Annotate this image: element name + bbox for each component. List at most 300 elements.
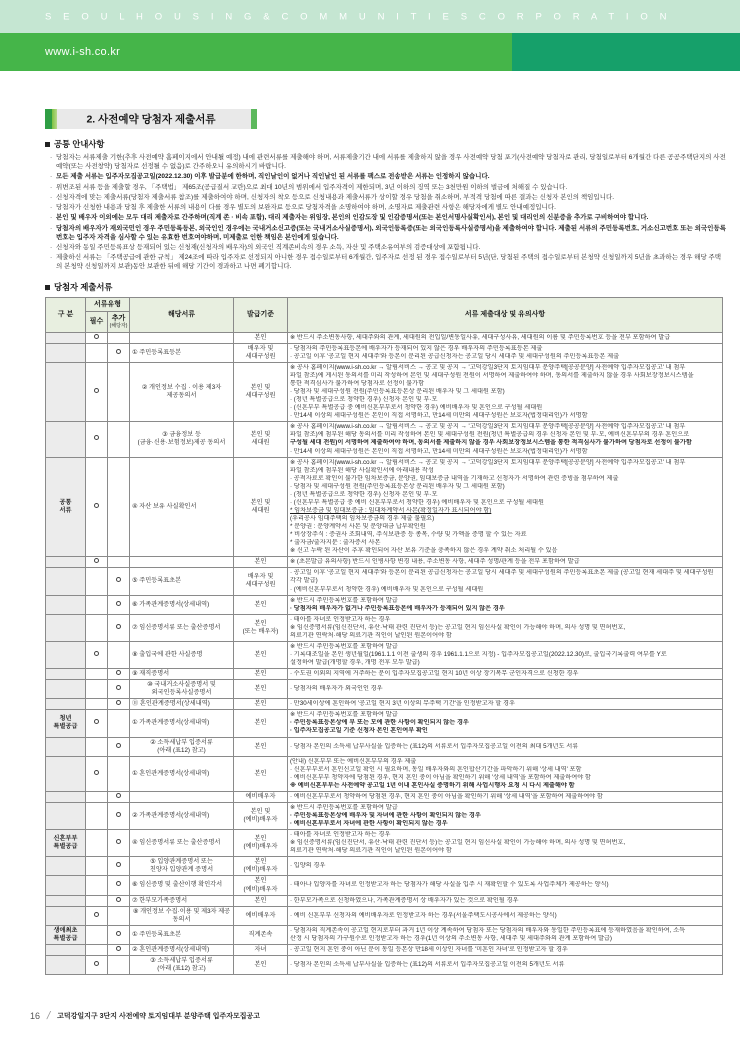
common-notice-heading-label: 공통 안내사항 [54,139,105,149]
row-additional-marker [108,557,130,568]
circle-marker-icon [116,881,121,886]
circle-marker-icon [116,624,121,629]
circle-marker-icon [94,435,99,440]
notice-bullet-icon: · [50,173,53,181]
row-additional-marker [108,944,130,955]
row-group-cell [46,857,86,876]
table-row [46,895,723,906]
col-issuer: 발급기준 [234,298,288,333]
row-document-name: ⑩ 국내거소사실증명서 및 외국인등록사실증명서 [130,680,234,699]
row-detail [288,422,723,457]
submission-table-heading [45,281,740,293]
row-issuer: 본인 및 (예비)배우자 [234,802,288,829]
detail-line: · (청년 특별공급으로 청약한 경우) 신청자 본인 및 부·모 [290,490,438,498]
col-group: 구 분 [46,298,86,333]
detail-line: 산정 시 당첨자의 가구원수로 인정받고자 하는 경우(1년 이상의 주소변동 사항, 세대주 및 세대주와의 관계 포함하여 발급) [290,934,612,942]
row-required-marker [86,857,108,876]
table-row [46,557,723,568]
table-row [46,737,723,756]
table-row [46,362,723,421]
row-group-cell [46,422,86,457]
row-group-cell [46,641,86,668]
header-url-left-block [0,33,512,71]
circle-marker-icon [116,601,121,606]
table-row [46,802,723,829]
detail-line: · 신혼부부로서 혼인신고일 확인 시 필요하며, 동일 배우자와의 혼인합산기간을 파악하기 위해 '상세 내역' 포함 [290,765,582,773]
row-group-cell [46,669,86,680]
detail-line: * 임차보증금 및 임대보증금 : 임대차계약서 사본(확정일자가 표시되어야 함) [290,506,492,514]
notice-bullet-icon: · [50,243,53,251]
row-issuer: 본인 [234,756,288,791]
detail-line: * 비상장주식 : 증권사 조회내역, 주식보관증 등 종목, 수량 및 가액을 증명 할 수 있는 자료 [290,531,527,539]
row-detail [288,906,723,925]
circle-marker-icon [116,897,121,902]
row-additional-marker [108,641,130,668]
row-required-marker [86,756,108,791]
detail-line: 통한 적격심사가 불가하여 당첨자로 선정이 불가함 [290,380,425,387]
row-document-name: ① 혼인관계증명서(상세내역) [130,756,234,791]
row-required-marker [86,895,108,906]
detail-line: ※ (초본발급 유의사항) 반드시 인병사항 변경 내용, 주소변동 사항, 세대주 성명/관계 등을 전부 포함하여 발급 [290,558,580,566]
detail-line: · 당첨자 본인의 소득세 납부사실을 입증하는 (표12)의 서류로서 입주자모집공고일 이전의 최대 5개년도 서류 [290,742,579,750]
row-additional-marker [108,830,130,857]
row-detail [288,595,723,614]
detail-line: · 태아를 자녀로 인정받고자 하는 경우 [290,615,391,623]
col-additional [108,312,130,333]
notice-item [50,225,726,243]
table-row [46,710,723,737]
row-detail [288,737,723,756]
row-document-name: ① 주민등록표초본 [130,925,234,944]
row-document-name: ③ 금융정보 등 (금융·신용·보험정보)제공 동의서 [130,422,234,457]
row-group-cell [46,680,86,699]
row-additional-marker [108,906,130,925]
header-url-band [0,33,740,71]
notice-bullet-icon: · [50,224,53,232]
row-required-marker [86,557,108,568]
detail-line: · 만30세이상에 혼인하여 '공고일 현지 3년 이상의 무주택 기간'을 인정받고자 할 경우 [290,700,515,708]
page-number: 16 [30,1011,41,1021]
accent-bar-right-icon [251,109,257,129]
row-detail [288,457,723,557]
detail-line: ※ 반드시 주소변동사항, 세대주와의 관계, 세대원의 전입일/변동일사유, 세대구성사유, 세대원의 이름 및 주민등록번호 등을 전부 포함하여 발급 [290,333,671,341]
detail-line: ※ 공사 홈페이지(www.i-sh.co.kr → 알림서비스 → 공고 및 공지 → '고덕강일3단지 토지임대부 분양주택[공공분양] 사전예약 입주자모집공고' 내 첨부 [290,363,686,371]
circle-marker-icon [94,770,99,775]
detail-line: 의료기관 연락처·해당 의료기관 직인이 날인된 원본이어야 함 [290,631,452,639]
row-detail [288,955,723,974]
section-title-bar [45,109,257,129]
row-additional-marker [108,680,130,699]
detail-line: ※ 임신증명서류(임신진단서, 유산·낙태 관련 진단서 등)는 공고일 현지 임신사실 확인이 가능해야 하며, 의사 성명 및 면허번호, [290,623,626,631]
row-issuer: 본인 (예비)배우자 [234,876,288,895]
notice-item-text: 위변조된 서류 등을 제출할 경우, 「주택법」 제65조(공급질서 교란)으로 최대 10년의 범위에서 입주자격이 제한되며, 3년 이하의 징역 또는 3천만원 이하의 벌금에 처해질 수 있습니다. [56,183,568,191]
footer-title: 고덕강일지구 3단지 사전예약 토지임대부 분양주택 입주자모집공고 [57,1013,261,1020]
detail-line: (우리공사 임대주택의 임차보증금의 경우 제출 불필요) [290,515,435,522]
row-additional-marker [108,857,130,876]
row-document-name: ⑤ 주민등록표초본 [130,568,234,595]
row-issuer: 직계존속 [234,925,288,944]
page-title: 2. 사전예약 당첨자 제출서류 [86,113,216,126]
row-additional-marker [108,876,130,895]
detail-line: · (예비신혼부부로서 청약한 경우) 예비배우자 및 혼인으로 구성될 세대원 [290,585,484,593]
circle-marker-icon [94,961,99,966]
col-doc-type: 서류유형 [86,298,130,312]
notice-bullet-icon: · [50,254,53,262]
row-group-cell [46,876,86,895]
circle-marker-icon [116,685,121,690]
row-required-marker [86,791,108,802]
row-group-cell [46,332,86,343]
row-additional-marker [108,710,130,737]
row-required-marker [86,906,108,925]
row-issuer: 본인 및 세대원 [234,457,288,557]
common-notice-heading [45,138,740,150]
row-issuer: 본인 [234,699,288,710]
row-issuer: 본인 [234,557,288,568]
circle-marker-icon [116,812,121,817]
row-required-marker [86,802,108,829]
row-required-marker [86,955,108,974]
detail-line: 파일 참조)에 첨부된 해당 사실확인서에 아래내용 작성 [290,466,434,474]
circle-marker-icon [116,946,121,951]
row-required-marker [86,343,108,362]
row-additional-marker [108,343,130,362]
col-additional-sublabel: (해당자) [109,323,128,330]
row-issuer: 예비배우자 [234,906,288,925]
detail-line: 의료기관 연락처·해당 의료기관 직인이 날인된 원본이어야 함 [290,847,452,855]
row-required-marker [86,925,108,944]
row-group-cell [46,955,86,974]
row-additional-marker [108,791,130,802]
row-document-name: ⑧ 출입국에 관한 사실증명 [130,641,234,668]
detail-line: · 예비신혼부부로서 자녀에 관한 사항이 확인되지 않는 경우 [290,820,448,828]
table-row [46,944,723,955]
row-required-marker [86,699,108,710]
detail-line: · 예비신혼부부 청약자에 당첨된 경우, 현지 혼인 중이 아님을 확인하기 위해 '상세 내역'을 포함하여 제출하여야 함 [290,773,591,781]
row-issuer: 본인 (예비)배우자 [234,857,288,876]
detail-line: ※ 공사 홈페이지(www.i-sh.co.kr → 알림서비스 → 공고 및 공지 → '고덕강일3단지 토지임대부 분양주택[공공분양] 사전예약 입주자모집공고' 내 첨부 [290,423,686,431]
circle-marker-icon [94,503,99,508]
notice-item-text: 신청자격에 맞는 제출서류(당첨자 제출서류 참조)를 제출하여야 하며, 신청자의 착오 등으로 신청내용과 제출서류가 상이할 경우 당첨을 취소하며, 부적격 당첨에 따른 결과는 신청자 본인의 책임입니다. [56,193,615,201]
detail-line: · (청년 특별공급으로 청약한 경우) 신청자 본인 및 부·모 [290,396,438,404]
table-row [46,876,723,895]
row-issuer: 본인 [234,641,288,668]
col-detail: 서류 제출대상 및 유의사항 [288,298,723,333]
notice-item-text: 당첨자의 배우자가 재외국민인 경우 주민등록등본, 외국인인 경우에는 국내거소신고증(또는 국내거소사실증명서), 외국인등록증(또는 외국인등록사실증명서)을 제출하여야 합니다. 제출된 서류의 주민등록번호, 거소신고번호 또는 외국인등록번호는 입주자 자격을 심사할 수 있는 유효한 번호여야하며, 미제출로 인한 책임은 본인에게 있습니다. [56,224,727,241]
row-required-marker [86,457,108,557]
row-document-name [130,557,234,568]
detail-line: · 당첨자 및 세대구성원 전원(주민등록표등본상 분리된 배우자 및 그 세대원 포함) [290,388,505,396]
notice-item [50,214,726,223]
circle-marker-icon [116,793,121,798]
row-additional-marker [108,614,130,641]
row-detail [288,343,723,362]
table-row [46,830,723,857]
row-detail [288,895,723,906]
row-document-name: ⑥ 임신증명 및 출산이행 확인각서 [130,876,234,895]
bullet-square-icon [45,142,50,147]
detail-line: ※ 반드시 주민등록번호를 포함하여 발급 [290,642,398,650]
row-detail [288,802,723,829]
notice-item-text: 당첨자는 서류제출 기한(추후 사전예약 홈페이지에서 안내될 예정) 내에 관련서류를 제출해야 하며, 서류제출기간 내에 서류를 제출하지 않을 경우 사전예약 당첨 포기(사전예약 당첨자로 관리, 당첨일로부터 6개월간 다른 공공주택단지의 사전예약(또는 사전창약) 당첨자로 선정될 수 없음)로 간주하오니 유의하시기 바랍니다. [56,154,726,170]
table-row [46,955,723,974]
notice-bullet-icon: · [50,204,53,212]
notice-bullet-icon: · [50,214,53,222]
row-document-name: ② 소득세납부 입증서류 (아래 (표12) 참고) [130,737,234,756]
row-issuer: 본인 [234,737,288,756]
header-corporation-band [0,0,740,33]
circle-marker-icon [116,931,121,936]
notice-bullet-icon: · [50,183,53,191]
row-detail [288,756,723,791]
detail-line: · (신혼부부 특별공급 중 예비 신혼부부로서 청약한 경우) 예비배우자 및 혼인으로 구성될 세대원 [290,498,544,506]
row-document-name: ① 가족관계증명서(상세내역) [130,710,234,737]
row-required-marker [86,669,108,680]
detail-line: · 예비 신혼부부 신청자의 예비배우자로 인정받고자 하는 경우(서울주택도시공사에서 제공하는 양식) [290,911,557,919]
detail-line: · 만14세 이상의 세대구성원은 본인이 직접 서명하고, 만14세 미만의 세대구성원은 보호자(법정대리인)가 서명함 [290,447,588,455]
row-detail [288,791,723,802]
circle-marker-icon [116,670,121,675]
circle-marker-icon [94,334,99,339]
table-row [46,669,723,680]
detail-line: ※ 예비신혼부부는 사전예약 공고일 1년 이내 혼인사실 증명하기 위해 사업시행자 요청 시 다시 제출해야 함 [290,781,575,789]
row-document-name: ⑦ 한부모가족증명서 [130,895,234,906]
col-additional-label: 추가 [111,315,126,323]
detail-line: 각각 발급) [290,577,318,585]
detail-line: · 당첨자의 직계존속이 공고일 현지로부터 과거 1년 이상 계속하여 당첨자 또는 당첨자의 배우자와 동일한 주민등록표에 등재하였음을 확인하여, 소득 [290,926,686,934]
table-row [46,925,723,944]
table-row [46,680,723,699]
row-required-marker [86,737,108,756]
row-required-marker [86,568,108,595]
row-detail [288,925,723,944]
detail-line: · 한부모가족으로 신청하였으나, 가족관계증명서 상 배우자가 있는 것으로 확인될 경우 [290,896,519,904]
detail-line: ※ 반드시 주민등록번호를 포함하여 발급 [290,596,398,604]
circle-marker-icon [116,862,121,867]
header-url-right-block [512,33,740,71]
row-group-cell [46,756,86,791]
detail-line: 파일 참조)에 게시된 동의서를 미리 작성하여 본인 및 세대구성원 전원이 서명하여 제출하여야 하며, 동의서를 제출하지 않을 경우 사회보장정보시스템을 [290,371,694,379]
row-group-cell [46,614,86,641]
detail-line: · 예비신혼부부로서 청약하여 당첨된 경우, 현지 혼인 중이 아님을 확인하기 위해 '상세 내역'을 포함하여 제출하여야 함 [290,792,603,800]
notice-bullet-icon: · [50,154,53,161]
row-document-name: ⑨ 재직증명서 [130,669,234,680]
circle-marker-icon [116,349,121,354]
row-document-name: ⑦ 임신증명서류 또는 출산증명서 [130,614,234,641]
row-issuer: 자녀 [234,944,288,955]
detail-line: · (신혼부부 특별공급 중 예비신혼부부로서 청약한 경우) 예비배우자 및 혼인으로 구성될 세대원 [290,404,543,412]
row-issuer: 본인 [234,680,288,699]
detail-line: · 수도권 이외의 지역에 거주하는 분이 입주자모집공고일 현지 10년 이상 장기복무 군인자격으로 신청한 경우 [290,670,579,678]
detail-line: ※ 임신증명서류(임신진단서, 유산·낙태 관련 진단서 등)는 공고일 현지 임신사실 확인이 가능해야 하며, 의사 성명 및 면허번호, [290,839,626,847]
detail-line: · 당첨자 본인의 소득세 납부사실을 입증하는 (표12)의 서류로서 입주자모집공고일 이전의 5개년도 서류 [290,960,565,968]
notice-item [50,244,726,253]
detail-line: · 주민등록표등본상에 부 또는 모에 관한 사항이 확인되지 않는 경우 [290,719,469,727]
row-document-name: ⑪ 혼인관계증명서(상세내역) [130,699,234,710]
notice-item [50,184,726,193]
row-detail [288,614,723,641]
detail-line: · 당첨자 및 세대구성원 전원(주민등록표등본상 분리된 배우자 및 그 세대원 포함) [290,482,505,490]
row-additional-marker [108,568,130,595]
detail-line: * 출자금/출자지분 : 출자증서 사본 [290,539,381,547]
notice-item-text: 제출하신 서류는 「주택공급에 관한 규칙」 제24조에 따라 입주자로 선정되지 아니한 경우 접수일로부터 6개월간, 입주자로 선정 된 경우 접수일로부터 5년(단, 당첨된 주택의 접수일로부터 본청약 신청일까지 5년을 초과하는 경우 해당 주택의 본청약 신청일까지 보관)동안 보관한 뒤에 해당 기간이 경과하고 나면 폐기합니다. [56,254,722,271]
row-detail [288,332,723,343]
row-detail [288,641,723,668]
row-document-name: ⑧ 개인정보 수집·이용 및 제3자 제공 동의서 [130,906,234,925]
detail-line: 구성될 세대 전원)이 서명하여 제출하여야 하며, 동의서를 제출하지 않을 경우 사회보장정보시스템을 통한 적격심사가 불가하여 당첨자로 선정이 불가함 [290,439,692,447]
row-detail [288,699,723,710]
detail-line: · 태아나 입양자를 자녀로 인정받고자 하는 당첨자가 해당 사실을 입주 시 재확인할 수 있도록 사업주체가 제공하는 양식) [290,881,609,889]
detail-line: · 주민등록표등본상에 배우자 및 자녀에 관한 사항이 확인되지 않는 경우 [290,812,481,819]
circle-marker-icon [94,558,99,563]
row-group-cell [46,802,86,829]
row-additional-marker [108,699,130,710]
row-group-cell [46,895,86,906]
circle-marker-icon [94,719,99,724]
notice-bullet-icon: · [50,193,53,201]
row-issuer: 본인 [234,895,288,906]
bullet-square-icon [45,285,50,290]
row-issuer: 본인 [234,955,288,974]
notice-item [50,194,726,203]
row-additional-marker [108,362,130,421]
detail-line: ※ 공사 홈페이지(www.i-sh.co.kr → 알림서비스 → 공고 및 공지 → '고덕강일3단지 토지임대부 분양주택[공공분양] 사전예약 입주자모집공고' 내 첨부 [290,458,686,466]
table-head-row-1 [46,298,723,312]
detail-line: * 분양권 : 분양계약서 사본 및 분양대금 납부확인원 [290,523,426,531]
row-issuer: 배우자 및 세대구성원 [234,343,288,362]
row-group-cell [46,737,86,756]
row-required-marker [86,614,108,641]
detail-line: (안내) 신혼부부 또는 예비신혼부부의 경우 제출 [290,757,417,765]
table-row [46,756,723,791]
row-additional-marker [108,457,130,557]
detail-line: · 입양의 경우 [290,862,326,870]
notice-item [50,154,726,172]
detail-line: ※ 신고 누락 된 자산이 추후 확인되어 자산 보유 기준을 충족하지 않은 경우 계약 취소 처리될 수 있음 [290,547,558,555]
row-issuer: 예비배우자 [234,791,288,802]
row-additional-marker [108,332,130,343]
row-required-marker [86,595,108,614]
website-url: www.i-sh.co.kr [45,46,121,58]
submission-table-wrap [45,297,723,975]
detail-line: · 공고일 이후 '공고일 현지 세대주'와 등본이 분리된 공급신청자는 공고일 당시 세대주 및 세대구성원의 주민등록표초본 제출 (공고일 현재 세대주 및 세대구성원 [290,569,714,577]
row-required-marker [86,876,108,895]
row-detail [288,830,723,857]
row-detail [288,557,723,568]
row-group-cell [46,362,86,421]
row-group-cell: 공통 서류 [46,457,86,557]
notice-item-text: 모든 제출 서류는 입주자모집공고일(2022.12.30) 이후 발급분에 한하며, 직인날인이 없거나 직인날인 된 서류를 팩스로 전송받은 서류는 인정하지 않습니다. [56,173,490,181]
row-detail [288,669,723,680]
detail-line: · 당첨자의 배우자가 외국인인 경우 [290,685,383,693]
notice-item [50,173,726,182]
notice-item [50,254,726,272]
row-required-marker [86,332,108,343]
accent-bar-gradient-icon [52,109,57,129]
table-row [46,641,723,668]
detail-line: ※ 반드시 주민등록번호를 포함하여 발급 [290,803,398,811]
row-additional-marker [108,669,130,680]
table-row [46,568,723,595]
accent-bar-dark-icon [45,109,52,129]
detail-line: · 공고일 현지 혼인 중이 아닌 분이 동일 등본상 만18세 이상인 자녀를 '미혼인 자녀'로 인정받고자 할 경우 [290,945,568,953]
submission-table-heading-label: 당첨자 제출서류 [54,282,113,292]
row-group-cell [46,343,86,362]
row-additional-marker [108,925,130,944]
circle-marker-icon [116,743,121,748]
row-required-marker [86,422,108,457]
row-group-cell: 신혼부부 특별공급 [46,830,86,857]
notice-item [50,204,726,213]
detail-line: 설정하여 발급(개명할 경우, 개명 전후 모두 발급) [290,659,420,666]
row-additional-marker [108,422,130,457]
row-issuer: 배우자 및 세대구성원 [234,568,288,595]
row-required-marker [86,830,108,857]
notice-item-text: 당첨자가 신청한 내용과 당첨 후 제출한 서류의 내용이 다를 경우 별도의 보완자료 등으로 당첨자격을 소명하여야 하며, 소명자료 제출관련 사항은 해당자에게 별도 안내예정입니다. [56,204,556,212]
row-group-cell: 생애최초 특별공급 [46,925,86,944]
table-row [46,332,723,343]
row-document-name [130,791,234,802]
col-doc-name: 해당서류 [130,298,234,333]
col-required: 필수 [86,312,108,333]
row-additional-marker [108,756,130,791]
circle-marker-icon [116,577,121,582]
detail-line: · 당첨자의 배우자가 없거나 주민등록표등본에 배우자가 등재되어 있지 않은 경우 [290,604,505,612]
detail-line: · 기록대조일을 본인 생년월일(1961.1.1 이전 출생의 경우 1961.1.1으로 지정) - 입주자모집공고일(2022.12.30)로, 출입국기록출력 여부를 Y로 [290,650,667,658]
row-required-marker [86,710,108,737]
footer-divider-icon: / [45,1010,52,1022]
table-row [46,343,723,362]
row-document-name: ⑤ 입양관계증명서 또는 친양자 입양관계 증명서 [130,857,234,876]
page-footer [0,1010,740,1022]
row-group-cell [46,557,86,568]
row-issuer: 본인 [234,595,288,614]
table-row [46,614,723,641]
row-group-cell [46,791,86,802]
row-issuer: 본인 (예비)배우자 [234,830,288,857]
detail-line: · 입주자모집공고일 기준 신청자 본인 혼인여부 확인 [290,727,428,735]
common-notice-list [50,154,726,272]
detail-line: 파일 참조)에 첨부된 해당 동의서를 미리 작성하여 본인 및 세대구성원 전원(청년 특별공급의 경우 신청자 본인 및 부·모, 예비신혼부부의 경우 혼인으로 [290,431,690,439]
row-document-name: ④ 임신증명서류 또는 출산증명서 [130,830,234,857]
circle-marker-icon [94,388,99,393]
row-group-cell: 청년 특별공급 [46,710,86,737]
row-detail [288,710,723,737]
row-group-cell [46,699,86,710]
circle-marker-icon [116,700,121,705]
row-detail [288,680,723,699]
submission-documents-table [45,297,723,975]
row-document-name: ② 가족관계증명서(상세내역) [130,802,234,829]
detail-line: · 태아를 자녀로 인정받고자 하는 경우 [290,831,391,839]
row-issuer: 본인 및 세대구성원 [234,362,288,421]
row-additional-marker [108,955,130,974]
row-document-name [130,332,234,343]
row-document-name: ② 혼인관계증명서(상세내역) [130,944,234,955]
row-issuer: 본인 [234,332,288,343]
table-row [46,857,723,876]
row-document-name: ④ 자산 보유 사실확인서 [130,457,234,557]
row-issuer: 본인 [234,710,288,737]
row-additional-marker [108,895,130,906]
detail-line: · 만14세 이상의 세대구성원은 본인이 직접 서명하고, 만14세 미만의 세대구성원은 보호자(법정대리인)가 서명함 [290,412,588,420]
circle-marker-icon [116,839,121,844]
circle-marker-icon [94,912,99,917]
row-required-marker [86,641,108,668]
row-detail [288,857,723,876]
row-issuer: 본인 및 세대원 [234,422,288,457]
row-issuer: 본인 (또는 배우자) [234,614,288,641]
